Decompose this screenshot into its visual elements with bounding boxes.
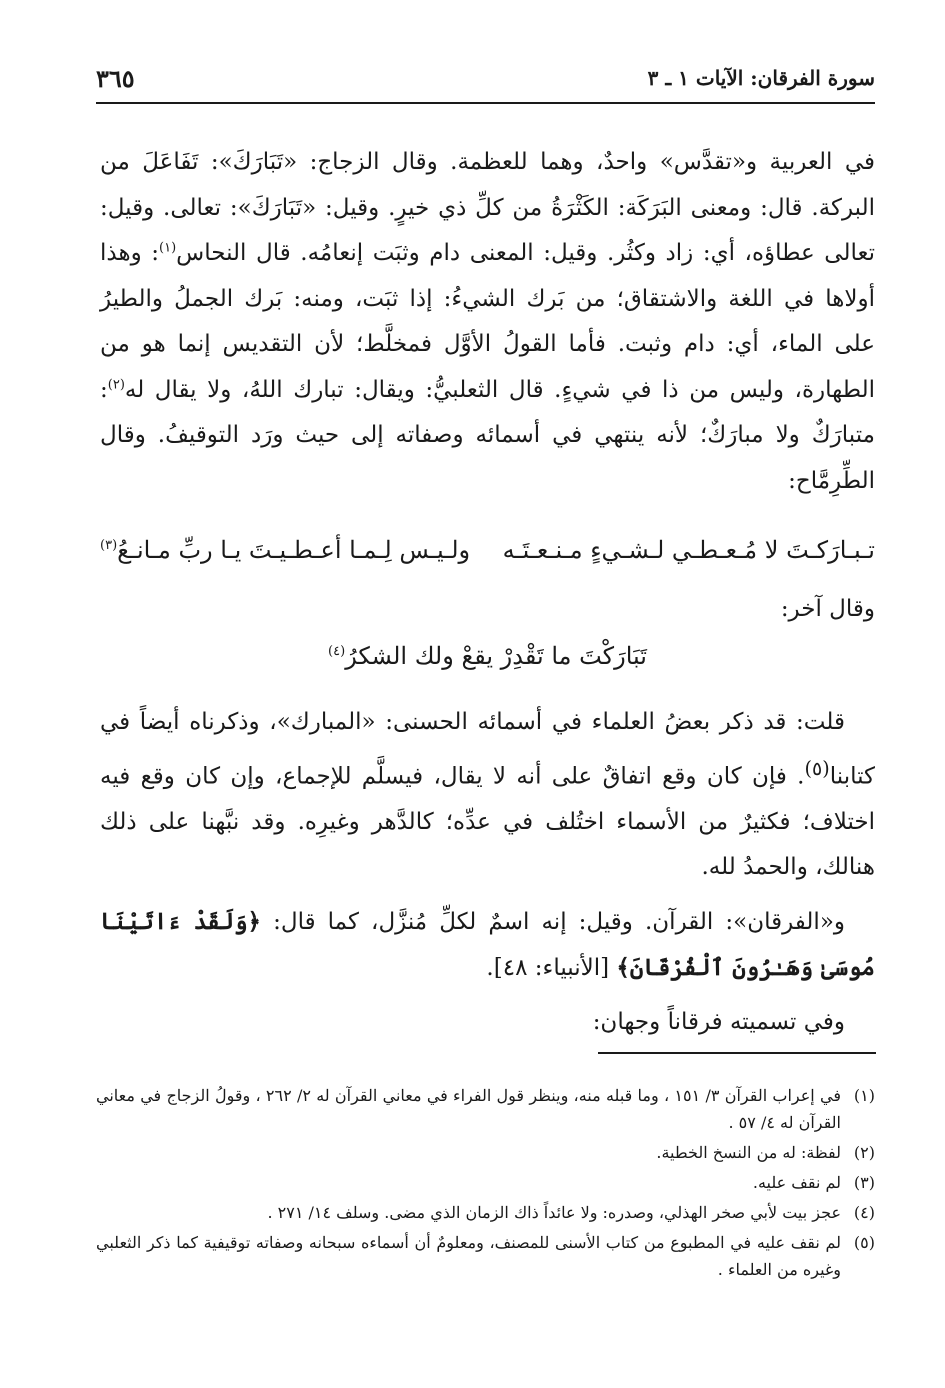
paragraph-2-part-a: قلت: قد ذكر بعضُ العلماء في أسمائه الحسنى: «المبارك»، وذكرناه أيضاً في كتابنا: [100, 709, 875, 790]
verse-2-text: تَبَارَكْتَ ما تَقْدِرْ يقعْ ولك الشكرُ: [345, 642, 647, 670]
footnote-ref-2: (٢): [107, 376, 125, 392]
footnote-number: (١): [853, 1086, 875, 1105]
poem-verse-2: [100, 642, 875, 670]
footnotes: [96, 1082, 875, 1286]
poem-verse-1: [100, 530, 875, 576]
sura-title: سورة الفرقان: الآيات ١ ـ ٣: [647, 66, 875, 90]
paragraph-2-part-b: . فإن كان وقع اتفاقٌ على أنه لا يقال، فيسلَّم للإجماع، وإن كان وقع فيه اختلاف؛ فكثيرٌ من الأسماء اختُلف في عدِّه؛ كالدَّهر وغيرِه. وقد نبَّهنا على ذلك هنالك، والحمدُ لله.: [100, 763, 875, 881]
footnote-5: [96, 1229, 875, 1283]
paragraph-3: [100, 899, 875, 992]
footnote-ref-4: (٤): [328, 644, 346, 659]
footnote-number: (٣): [853, 1173, 875, 1192]
page-number: ٣٦٥: [96, 64, 135, 93]
footnote-text: عجز بيت لأبي صخر الهذلي، وصدره: ولا عائداً ذاك الزمان الذي مضى. وسلف ١٤/ ٢٧١ .: [267, 1203, 841, 1222]
footnote-1: [96, 1082, 875, 1136]
verse-1-second-hemistich-text: ولـيـس لِـمـا أعـطـيـتَ يـا ربِّ مـانـعُ: [117, 536, 471, 564]
footnote-number: (٢): [853, 1143, 875, 1162]
verse-1-first-hemistich: تـبـارَكـتَ لا مُـعـطـي لـشـيءٍ مـنـعـتَـه: [502, 536, 875, 564]
footnote-number: (٤): [853, 1203, 875, 1222]
paragraph-4-text: وفي تسميته فرقاناً وجهان:: [592, 1008, 845, 1035]
paragraph-3-part-a: و«الفرقان»: القرآن. وقيل: إنه اسمٌ لكلِّ مُنزَّل، كما قال:: [261, 908, 845, 935]
poet-intro: وقال آخر:: [780, 596, 875, 622]
footnote-text: لم نقف عليه.: [752, 1173, 841, 1192]
footnote-ref-3: (٣): [100, 538, 118, 553]
footnote-divider: [598, 1052, 876, 1054]
paragraph-1-part-c: : متبارَكٌ ولا مبارَكٌ؛ لأنه ينتهي في أسمائه وصفاته إلى حيث ورَد التوقيفُ. وقال الطِّرِمَّاح:: [100, 376, 875, 494]
footnote-2: [96, 1139, 875, 1166]
main-text: [100, 140, 875, 504]
quran-quote: ﴿وَلَقَدْ ءَاتَيْنَا مُوسَىٰ وَهَـٰرُونَ ٱلْفُرْقَانَ﴾: [100, 907, 875, 982]
main-text-continued: [100, 700, 875, 1053]
paragraph-1: [100, 140, 875, 504]
footnote-3: [96, 1169, 875, 1196]
quran-reference: [الأنبياء: ٤٨].: [486, 955, 617, 982]
paragraph-2: [100, 700, 875, 891]
footnote-text: لم نقف عليه في المطبوع من كتاب الأسنى للمصنف، ومعلومٌ أن أسماءه سبحانه وصفاته توقيفية كما ذكر الثعلبي وغيره من العلماء .: [96, 1233, 842, 1279]
footnote-ref-1: (١): [159, 240, 177, 256]
paragraph-1-part-a: في العربية و«تقدَّس» واحدٌ، وهما للعظمة. وقال الزجاج: «تَبَارَكَ»: تَفَاعَلَ من البركة. قال: ومعنى البَرَكَة: الكَثْرَةُ من كلِّ ذي خيرٍ. وقيل: «تَبَارَكَ»: تعالى. وقيل: تعالى عطاؤه، أي: زاد وكثُر. وقيل: المعنى دام وثبَت إنعامُه. قال النحاس: [100, 149, 875, 266]
footnote-number: (٥): [853, 1233, 875, 1252]
footnote-text: في إعراب القرآن ٣/ ١٥١ ، وما قبله منه، وينظر قول الفراء في معاني القرآن له ٢/ ٢٦٢ ، وقولُ الزجاج في معاني القرآن له ٤/ ٥٧ .: [96, 1086, 841, 1132]
verse-1-second-hemistich: [100, 536, 470, 564]
page-header: [96, 62, 875, 104]
footnote-ref-5: (٥): [804, 756, 830, 780]
footnote-text: لفظة: له من النسخ الخطية.: [656, 1143, 841, 1162]
paragraph-1-part-b: : وهذا أولاها في اللغة والاشتقاق؛ من بَرك الشيءُ: إذا ثبَت، ومنه: بَرك الجملُ والطيرُ على الماء، أي: دام وثبت. فأما القولُ الأوَّل فمخلَّط؛ لأن التقديس إنما هو من الطهارة، وليس من ذا في شيءٍ. قال الثعلبيُّ: ويقال: تبارك اللهُ، ولا يقال له: [100, 240, 875, 403]
paragraph-4: [100, 1000, 875, 1046]
footnote-4: [96, 1199, 875, 1226]
